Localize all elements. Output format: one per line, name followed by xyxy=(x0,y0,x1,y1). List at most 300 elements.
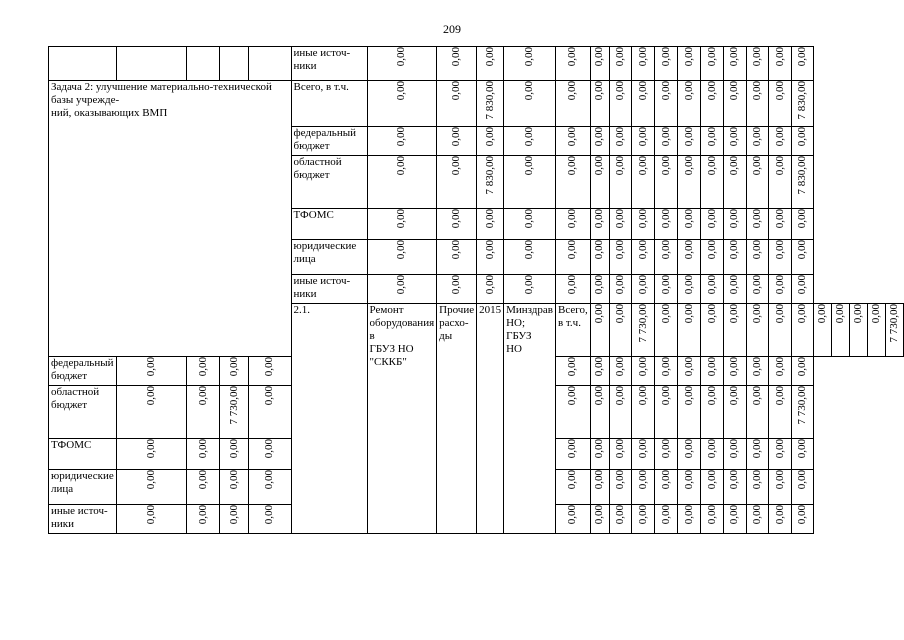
value-text: 0,00 xyxy=(682,240,695,260)
value-cell xyxy=(437,81,477,127)
value-cell xyxy=(769,439,791,470)
value-cell xyxy=(678,156,701,209)
value-cell xyxy=(769,505,791,534)
funding-source: иные источ- ники xyxy=(291,47,367,81)
value-cell xyxy=(791,127,813,156)
value-text: 0,00 xyxy=(395,209,408,229)
value-cell xyxy=(791,240,813,275)
value-text: 0,00 xyxy=(659,156,672,176)
value-text: 0,00 xyxy=(566,275,579,295)
value-text: 0,00 xyxy=(773,156,786,176)
value-cell xyxy=(746,47,768,81)
value-cell xyxy=(655,386,678,439)
value-cell xyxy=(791,156,813,209)
value-text: 0,00 xyxy=(682,470,695,490)
value-cell xyxy=(769,156,791,209)
value-cell xyxy=(504,47,556,81)
value-text: 0,00 xyxy=(751,505,764,525)
value-text: 0,00 xyxy=(728,470,741,490)
value-text: 0,00 xyxy=(450,209,463,229)
value-text: 0,00 xyxy=(395,127,408,147)
item-number: 2.1. xyxy=(291,304,367,534)
value-text: 0,00 xyxy=(263,357,276,377)
value-text: 0,00 xyxy=(593,304,606,324)
value-cell xyxy=(701,439,724,470)
value-text: 0,00 xyxy=(659,240,672,260)
value-text: 0,00 xyxy=(144,439,157,459)
value-cell xyxy=(723,275,746,304)
value-text: 0,00 xyxy=(263,470,276,490)
value-cell xyxy=(701,470,724,505)
value-text: 0,00 xyxy=(566,505,579,525)
value-cell xyxy=(769,127,791,156)
value-text: 0,00 xyxy=(593,127,606,147)
value-text: 0,00 xyxy=(659,439,672,459)
value-text: 0,00 xyxy=(795,505,808,525)
value-text: 0,00 xyxy=(636,386,649,406)
value-cell xyxy=(655,505,678,534)
value-text: 0,00 xyxy=(682,505,695,525)
value-cell xyxy=(769,81,791,127)
value-text: 0,00 xyxy=(523,209,536,229)
value-text: 0,00 xyxy=(751,240,764,260)
value-cell xyxy=(701,47,724,81)
value-text: 0,00 xyxy=(751,439,764,459)
value-text: 0,00 xyxy=(705,357,718,377)
value-cell xyxy=(701,127,724,156)
value-text: 0,00 xyxy=(636,240,649,260)
value-text: 0,00 xyxy=(144,470,157,490)
value-text: 0,00 xyxy=(613,470,626,490)
value-cell xyxy=(769,357,791,386)
value-text: 0,00 xyxy=(751,357,764,377)
value-cell xyxy=(723,386,746,439)
value-text: 0,00 xyxy=(593,357,606,377)
value-text: 0,00 xyxy=(728,439,741,459)
value-text: 0,00 xyxy=(483,275,496,295)
value-text: 0,00 xyxy=(196,386,209,406)
value-cell xyxy=(590,386,609,439)
value-cell xyxy=(655,156,678,209)
value-cell xyxy=(791,470,813,505)
value-cell xyxy=(701,240,724,275)
value-text: 0,00 xyxy=(566,470,579,490)
value-cell xyxy=(655,209,678,240)
value-text: 0,00 xyxy=(795,357,808,377)
value-text: 7 830,00 xyxy=(795,81,808,120)
value-text: 0,00 xyxy=(751,47,764,67)
value-text: 0,00 xyxy=(227,357,240,377)
value-cell xyxy=(590,275,609,304)
value-cell xyxy=(791,439,813,470)
value-text: 0,00 xyxy=(395,240,408,260)
value-cell xyxy=(655,275,678,304)
value-cell xyxy=(791,386,813,439)
value-cell xyxy=(477,156,504,209)
value-cell xyxy=(791,275,813,304)
value-cell xyxy=(678,386,701,439)
value-cell xyxy=(791,47,813,81)
value-text: 0,00 xyxy=(705,81,718,101)
value-cell xyxy=(504,275,556,304)
value-cell xyxy=(186,357,220,386)
value-cell xyxy=(850,304,868,357)
value-text: 0,00 xyxy=(795,240,808,260)
value-text: 0,00 xyxy=(566,386,579,406)
value-text: 7 730,00 xyxy=(227,386,240,425)
value-text: 0,00 xyxy=(395,156,408,176)
value-text: 0,00 xyxy=(593,209,606,229)
value-text: 0,00 xyxy=(566,47,579,67)
value-cell xyxy=(769,304,791,357)
value-cell xyxy=(477,47,504,81)
value-cell xyxy=(220,439,249,470)
value-cell xyxy=(701,209,724,240)
value-text: 0,00 xyxy=(593,505,606,525)
value-text: 0,00 xyxy=(523,81,536,101)
value-cell xyxy=(555,357,590,386)
value-text: 0,00 xyxy=(613,47,626,67)
value-text: 0,00 xyxy=(450,47,463,67)
value-text: 0,00 xyxy=(636,470,649,490)
value-text: 0,00 xyxy=(613,505,626,525)
value-cell xyxy=(555,81,590,127)
value-text: 0,00 xyxy=(728,386,741,406)
funding-source: юридические лица xyxy=(291,240,367,275)
value-cell xyxy=(723,127,746,156)
value-cell xyxy=(791,81,813,127)
value-cell xyxy=(678,470,701,505)
value-text: 0,00 xyxy=(395,81,408,101)
value-cell xyxy=(632,439,655,470)
empty-cell xyxy=(49,47,117,81)
table-row xyxy=(49,47,904,81)
value-cell xyxy=(791,209,813,240)
value-cell xyxy=(609,47,632,81)
value-text: 0,00 xyxy=(834,304,846,324)
value-cell xyxy=(723,81,746,127)
value-text: 0,00 xyxy=(636,439,649,459)
funding-source: ТФОМС xyxy=(291,209,367,240)
value-text: 0,00 xyxy=(795,209,808,229)
value-cell xyxy=(590,156,609,209)
funding-source: ТФОМС xyxy=(49,439,117,470)
value-text: 0,00 xyxy=(523,47,536,67)
value-cell xyxy=(609,357,632,386)
value-cell xyxy=(632,505,655,534)
value-cell xyxy=(437,47,477,81)
value-text: 0,00 xyxy=(613,156,626,176)
value-cell xyxy=(367,156,437,209)
value-cell xyxy=(477,209,504,240)
value-text: 0,00 xyxy=(682,386,695,406)
value-text: 0,00 xyxy=(636,357,649,377)
value-text: 0,00 xyxy=(395,275,408,295)
value-text: 0,00 xyxy=(566,209,579,229)
item-executor: Минздрав НО; ГБУЗ НО xyxy=(504,304,556,534)
value-cell xyxy=(609,209,632,240)
value-cell xyxy=(746,81,768,127)
value-text: 7 730,00 xyxy=(795,386,808,425)
value-cell xyxy=(791,505,813,534)
value-text: 0,00 xyxy=(705,209,718,229)
value-cell xyxy=(701,357,724,386)
value-text: 0,00 xyxy=(773,127,786,147)
value-cell xyxy=(723,470,746,505)
value-cell xyxy=(477,240,504,275)
value-cell xyxy=(746,304,768,357)
value-cell xyxy=(678,240,701,275)
value-text: 0,00 xyxy=(523,127,536,147)
value-text: 0,00 xyxy=(682,127,695,147)
value-text: 0,00 xyxy=(566,439,579,459)
value-cell xyxy=(609,470,632,505)
value-text: 0,00 xyxy=(523,156,536,176)
value-text: 0,00 xyxy=(566,127,579,147)
value-cell xyxy=(746,156,768,209)
value-cell xyxy=(555,156,590,209)
value-cell xyxy=(678,127,701,156)
value-cell xyxy=(678,81,701,127)
value-text: 0,00 xyxy=(227,505,240,525)
value-text: 0,00 xyxy=(196,439,209,459)
value-cell xyxy=(886,304,904,357)
funding-source: иные источ- ники xyxy=(291,275,367,304)
value-cell xyxy=(367,275,437,304)
value-cell xyxy=(746,275,768,304)
value-cell xyxy=(701,156,724,209)
value-cell xyxy=(632,240,655,275)
value-text: 0,00 xyxy=(773,47,786,67)
value-text: 0,00 xyxy=(773,505,786,525)
value-text: 0,00 xyxy=(566,357,579,377)
value-text: 0,00 xyxy=(659,386,672,406)
value-cell xyxy=(655,470,678,505)
value-text: 0,00 xyxy=(773,470,786,490)
value-cell xyxy=(609,505,632,534)
value-cell xyxy=(477,275,504,304)
value-cell xyxy=(367,81,437,127)
value-text: 0,00 xyxy=(682,275,695,295)
value-text: 0,00 xyxy=(636,156,649,176)
value-text: 0,00 xyxy=(263,386,276,406)
value-text: 0,00 xyxy=(566,240,579,260)
value-cell xyxy=(746,439,768,470)
value-text: 0,00 xyxy=(751,127,764,147)
value-cell xyxy=(746,209,768,240)
value-text: 0,00 xyxy=(450,240,463,260)
value-text: 0,00 xyxy=(593,470,606,490)
value-cell xyxy=(186,386,220,439)
value-text: 0,00 xyxy=(773,439,786,459)
value-cell xyxy=(632,156,655,209)
value-text: 0,00 xyxy=(682,357,695,377)
task-title: Задача 2: улучшение материально-технической базы учрежде- ний, оказывающих ВМП xyxy=(49,81,292,357)
value-text: 0,00 xyxy=(728,275,741,295)
value-text: 0,00 xyxy=(773,304,786,324)
funding-source: федеральный бюджет xyxy=(49,357,117,386)
value-text: 0,00 xyxy=(227,439,240,459)
value-text: 0,00 xyxy=(593,156,606,176)
value-text: 0,00 xyxy=(751,470,764,490)
value-cell xyxy=(723,304,746,357)
value-text: 0,00 xyxy=(728,209,741,229)
value-text: 0,00 xyxy=(593,439,606,459)
value-text: 0,00 xyxy=(682,156,695,176)
value-cell xyxy=(769,386,791,439)
value-text: 0,00 xyxy=(773,240,786,260)
value-cell xyxy=(678,357,701,386)
value-text: 0,00 xyxy=(751,209,764,229)
value-text: 0,00 xyxy=(450,156,463,176)
value-cell xyxy=(590,439,609,470)
value-text: 0,00 xyxy=(705,439,718,459)
funding-source: областной бюджет xyxy=(291,156,367,209)
funding-source: областной бюджет xyxy=(49,386,117,439)
value-cell xyxy=(555,505,590,534)
value-text: 0,00 xyxy=(196,357,209,377)
funding-source: Всего, в т.ч. xyxy=(291,81,367,127)
value-cell xyxy=(791,357,813,386)
value-text: 0,00 xyxy=(613,439,626,459)
value-cell xyxy=(609,156,632,209)
value-text: 0,00 xyxy=(593,240,606,260)
value-cell xyxy=(632,470,655,505)
value-cell xyxy=(437,127,477,156)
value-text: 0,00 xyxy=(659,127,672,147)
value-cell xyxy=(746,505,768,534)
value-cell xyxy=(632,47,655,81)
value-cell xyxy=(367,209,437,240)
funding-source: иные источ- ники xyxy=(49,505,117,534)
value-text: 0,00 xyxy=(795,47,808,67)
value-cell xyxy=(555,439,590,470)
table-row xyxy=(49,81,904,127)
value-cell xyxy=(249,505,291,534)
value-text: 0,00 xyxy=(728,127,741,147)
value-cell xyxy=(701,275,724,304)
value-cell xyxy=(116,439,186,470)
value-text: 0,00 xyxy=(728,156,741,176)
value-text: 0,00 xyxy=(659,275,672,295)
value-text: 0,00 xyxy=(773,386,786,406)
value-text: 0,00 xyxy=(613,81,626,101)
value-text: 0,00 xyxy=(870,304,882,324)
value-cell xyxy=(590,304,609,357)
value-text: 0,00 xyxy=(450,81,463,101)
value-cell xyxy=(220,357,249,386)
value-text: 0,00 xyxy=(613,304,626,324)
value-text: 0,00 xyxy=(773,275,786,295)
empty-cell xyxy=(116,47,186,81)
value-cell xyxy=(555,386,590,439)
value-cell xyxy=(814,304,832,357)
value-text: 0,00 xyxy=(751,156,764,176)
value-text: 0,00 xyxy=(659,357,672,377)
value-text: 0,00 xyxy=(728,240,741,260)
value-text: 0,00 xyxy=(613,240,626,260)
value-text: 0,00 xyxy=(682,439,695,459)
value-cell xyxy=(504,209,556,240)
value-text: 0,00 xyxy=(682,47,695,67)
value-text: 0,00 xyxy=(263,439,276,459)
value-cell xyxy=(832,304,850,357)
value-cell xyxy=(590,470,609,505)
value-text: 0,00 xyxy=(593,275,606,295)
value-cell xyxy=(116,386,186,439)
value-cell xyxy=(116,470,186,505)
value-cell xyxy=(609,304,632,357)
value-cell xyxy=(555,209,590,240)
value-text: 0,00 xyxy=(682,304,695,324)
value-text: 0,00 xyxy=(705,156,718,176)
value-text: 0,00 xyxy=(227,470,240,490)
value-cell xyxy=(437,240,477,275)
value-text: 0,00 xyxy=(795,275,808,295)
value-text: 0,00 xyxy=(636,81,649,101)
value-cell xyxy=(609,81,632,127)
value-cell xyxy=(791,304,813,357)
value-text: 0,00 xyxy=(705,470,718,490)
value-text: 0,00 xyxy=(705,386,718,406)
value-text: 0,00 xyxy=(483,240,496,260)
value-cell xyxy=(609,439,632,470)
value-cell xyxy=(590,357,609,386)
value-text: 0,00 xyxy=(705,47,718,67)
value-cell xyxy=(477,81,504,127)
budget-table xyxy=(48,46,904,534)
value-text: 0,00 xyxy=(593,81,606,101)
value-cell xyxy=(367,127,437,156)
value-text: 0,00 xyxy=(566,81,579,101)
value-text: 0,00 xyxy=(659,304,672,324)
value-cell xyxy=(632,357,655,386)
value-text: 0,00 xyxy=(523,240,536,260)
value-text: 0,00 xyxy=(483,209,496,229)
value-text: 0,00 xyxy=(659,470,672,490)
value-cell xyxy=(678,439,701,470)
value-cell xyxy=(220,386,249,439)
value-text: 0,00 xyxy=(795,439,808,459)
value-cell xyxy=(367,47,437,81)
value-cell xyxy=(249,357,291,386)
value-cell xyxy=(555,47,590,81)
value-text: 0,00 xyxy=(636,47,649,67)
value-text: 0,00 xyxy=(613,127,626,147)
value-text: 0,00 xyxy=(659,81,672,101)
value-text: 0,00 xyxy=(682,209,695,229)
value-cell xyxy=(769,209,791,240)
value-cell xyxy=(655,127,678,156)
value-cell xyxy=(249,386,291,439)
item-year: 2015 xyxy=(477,304,504,534)
value-cell xyxy=(746,386,768,439)
value-cell xyxy=(678,505,701,534)
value-text: 0,00 xyxy=(795,304,808,324)
value-cell xyxy=(632,386,655,439)
value-text: 7 830,00 xyxy=(483,156,496,195)
value-text: 0,00 xyxy=(613,357,626,377)
value-text: 0,00 xyxy=(450,275,463,295)
funding-source: федеральный бюджет xyxy=(291,127,367,156)
value-cell xyxy=(504,127,556,156)
value-cell xyxy=(701,304,724,357)
value-text: 0,00 xyxy=(613,275,626,295)
empty-cell xyxy=(249,47,291,81)
value-cell xyxy=(609,386,632,439)
value-cell xyxy=(678,304,701,357)
value-cell xyxy=(769,47,791,81)
